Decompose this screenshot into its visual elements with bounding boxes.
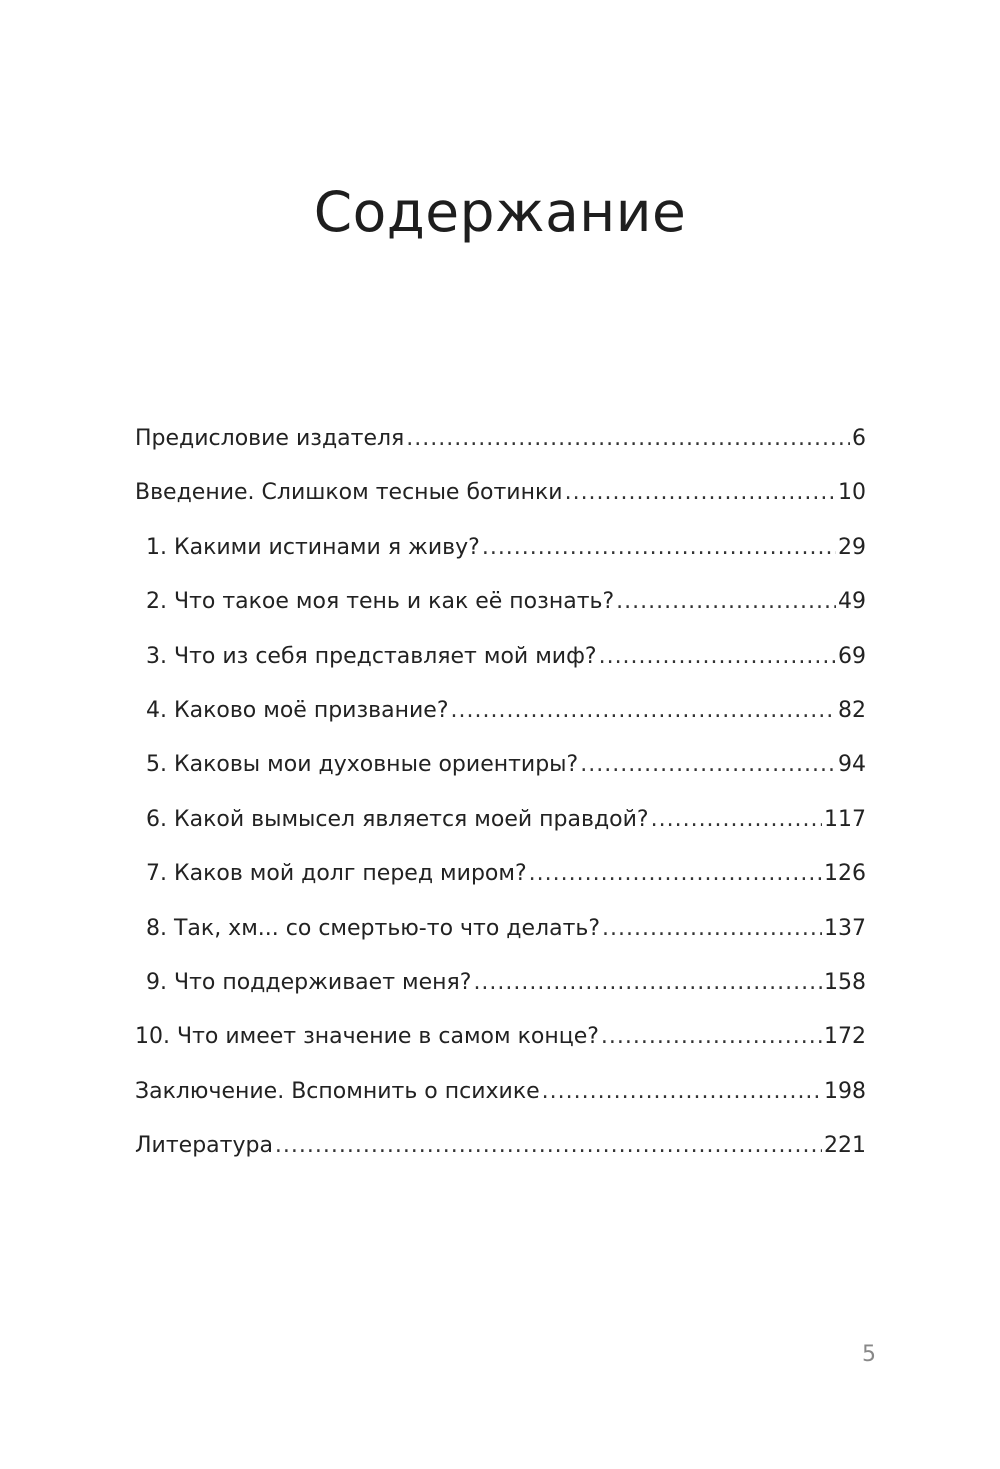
- toc-entry-page: 221: [824, 1133, 866, 1159]
- toc-entry-label: Введение. Слишком тесные ботинки: [135, 480, 563, 506]
- toc-entry-page: 126: [824, 861, 866, 887]
- page-number: 5: [862, 1342, 876, 1367]
- toc-entry-label: 1. Какими истинами я живу?: [146, 534, 480, 560]
- toc-entry-label: 3. Что из себя представляет мой миф?: [146, 643, 597, 669]
- toc-entry-page: 10: [838, 480, 866, 506]
- toc-dot-leader: [451, 684, 836, 738]
- toc-dot-leader: [473, 956, 822, 1010]
- toc-dot-leader: [601, 1010, 822, 1064]
- toc-dot-leader: [616, 575, 836, 629]
- toc-dot-leader: [275, 1119, 822, 1173]
- toc-entry-page: 49: [838, 589, 866, 615]
- table-of-contents: [135, 412, 866, 1173]
- toc-entry: [135, 466, 866, 520]
- toc-dot-leader: [651, 793, 822, 847]
- toc-entry: [135, 793, 866, 847]
- toc-entry-page: 172: [824, 1024, 866, 1050]
- toc-dot-leader: [529, 847, 822, 901]
- toc-entry: [135, 847, 866, 901]
- toc-entry: [135, 412, 866, 466]
- toc-entry: [135, 630, 866, 684]
- toc-entry: [135, 902, 866, 956]
- toc-dot-leader: [565, 466, 836, 520]
- toc-entry: [135, 1119, 866, 1173]
- toc-dot-leader: [542, 1065, 822, 1119]
- toc-entry-label: 7. Каков мой долг перед миром?: [146, 861, 527, 887]
- toc-entry: [135, 1065, 866, 1119]
- toc-entry: [135, 575, 866, 629]
- toc-entry-label: Предисловие издателя: [135, 426, 405, 451]
- toc-dot-leader: [602, 902, 822, 956]
- toc-entry-page: 117: [824, 806, 866, 832]
- toc-entry-label: 2. Что такое моя тень и как её познать?: [146, 589, 615, 615]
- toc-entry-label: 8. Так, хм... со смертью-то что делать?: [146, 915, 601, 941]
- toc-entry-page: 198: [824, 1078, 866, 1104]
- toc-entry-label: Литература: [135, 1133, 273, 1159]
- toc-entry-page: 6: [852, 426, 866, 451]
- toc-entry-label: 4. Каково моё призвание?: [146, 697, 449, 723]
- page-title: Содержание: [313, 180, 687, 244]
- toc-entry: [135, 956, 866, 1010]
- toc-entry: [135, 684, 866, 738]
- toc-entry-label: Заключение. Вспомнить о психике: [135, 1078, 540, 1104]
- toc-entry-label: 10. Что имеет значение в самом конце?: [135, 1024, 599, 1050]
- toc-entry-page: 158: [824, 969, 866, 995]
- toc-dot-leader: [482, 521, 836, 575]
- toc-dot-leader: [599, 630, 836, 684]
- toc-entry: [135, 521, 866, 575]
- toc-entry-label: 6. Какой вымысел является моей правдой?: [146, 806, 649, 832]
- toc-entry-page: 29: [838, 534, 866, 560]
- toc-entry-page: 82: [838, 697, 866, 723]
- toc-dot-leader: [406, 412, 850, 466]
- toc-entry-page: 137: [824, 915, 866, 941]
- toc-entry-label: 5. Каковы мои духовные ориентиры?: [146, 752, 579, 778]
- toc-entry-page: 94: [838, 752, 866, 778]
- toc-dot-leader: [580, 738, 836, 792]
- toc-entry: [135, 1010, 866, 1064]
- toc-entry: [135, 738, 866, 792]
- toc-entry-label: 9. Что поддерживает меня?: [146, 969, 472, 995]
- toc-entry-page: 69: [838, 643, 866, 669]
